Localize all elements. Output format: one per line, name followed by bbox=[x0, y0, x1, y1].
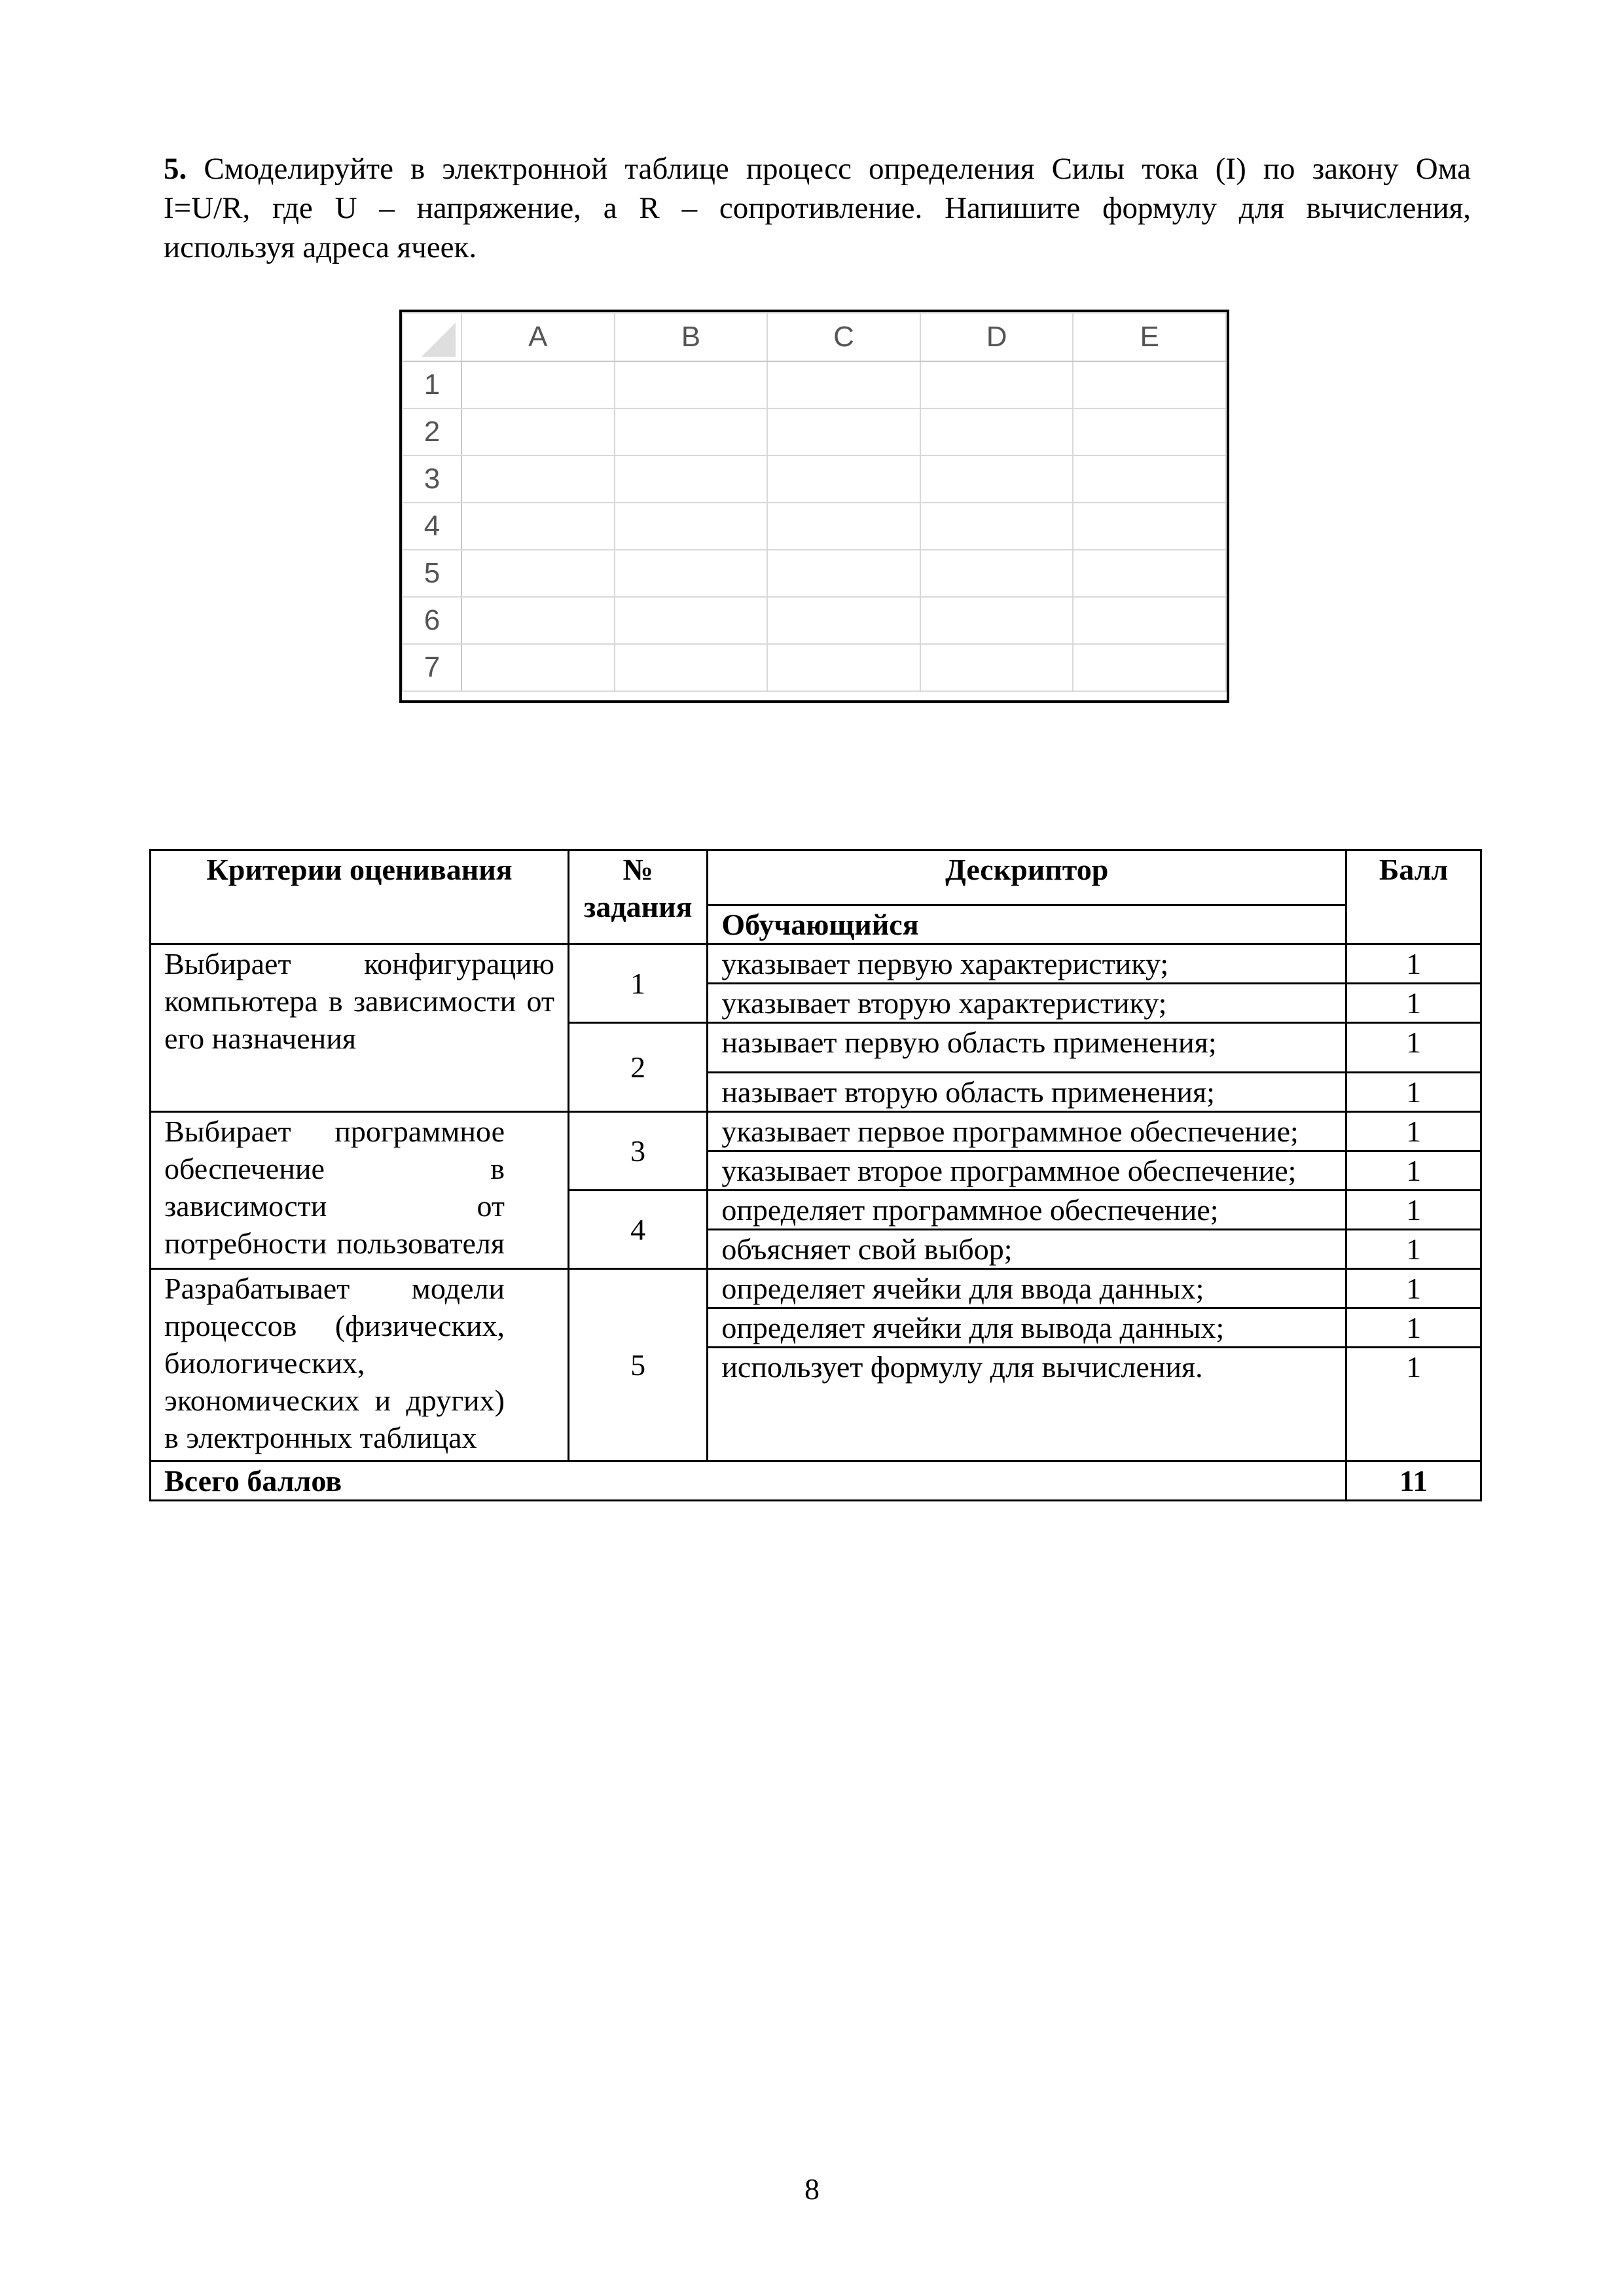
score: 1 bbox=[1346, 984, 1481, 1023]
task-number-4: 4 bbox=[569, 1191, 708, 1269]
descriptor: указывает первую характеристику; bbox=[708, 944, 1346, 984]
descriptor: определяет ячейки для ввода данных; bbox=[708, 1269, 1346, 1308]
column-header-a: A bbox=[461, 313, 615, 361]
score: 1 bbox=[1346, 1191, 1481, 1230]
row-header-5: 5 bbox=[403, 550, 461, 597]
task-line-3: используя адреса ячеек. bbox=[164, 230, 477, 264]
column-header-d: D bbox=[920, 313, 1074, 361]
header-score: Балл bbox=[1346, 850, 1481, 944]
task-number-5: 5 bbox=[569, 1269, 708, 1462]
row-header-7: 7 bbox=[403, 644, 461, 691]
total-score: 11 bbox=[1346, 1462, 1481, 1501]
row-header-6: 6 bbox=[403, 597, 461, 644]
select-all-corner bbox=[403, 313, 461, 361]
score: 1 bbox=[1346, 1348, 1481, 1462]
header-criteria: Критерии оценивания bbox=[151, 850, 569, 944]
row-header-4: 4 bbox=[403, 503, 461, 550]
descriptor: определяет ячейки для вывода данных; bbox=[708, 1308, 1346, 1348]
task-number-2: 2 bbox=[569, 1023, 708, 1112]
header-task-number: № задания bbox=[569, 850, 708, 944]
descriptor: использует формулу для вычисления. bbox=[708, 1348, 1346, 1462]
score: 1 bbox=[1346, 1230, 1481, 1269]
spreadsheet-grid bbox=[402, 312, 1227, 692]
header-learner: Обучающийся bbox=[708, 905, 1346, 944]
spreadsheet-image bbox=[399, 310, 1229, 703]
task-line-2: I=U/R, где U – напряжение, а R – сопротивление. Напишите формулу для вычисления, bbox=[164, 191, 1471, 225]
score: 1 bbox=[1346, 1112, 1481, 1151]
descriptor: определяет программное обеспечение; bbox=[708, 1191, 1346, 1230]
task-text bbox=[164, 149, 1471, 267]
task-number-3: 3 bbox=[569, 1112, 708, 1191]
criterion-2: Выбирает программное обеспечение в зависимости от потребности пользователя bbox=[151, 1112, 569, 1269]
task-number-1: 1 bbox=[569, 944, 708, 1023]
descriptor: указывает первое программное обеспечение; bbox=[708, 1112, 1346, 1151]
page-number: 8 bbox=[804, 2172, 820, 2206]
task-line-1: 5. Смоделируйте в электронной таблице процесс определения Силы тока (I) по закону Ома bbox=[164, 152, 1471, 186]
descriptor: называет первую область применения; bbox=[708, 1023, 1346, 1073]
score: 1 bbox=[1346, 1023, 1481, 1073]
total-label: Всего баллов bbox=[151, 1462, 1346, 1501]
header-descriptor: Дескриптор bbox=[708, 850, 1346, 905]
row-header-3: 3 bbox=[403, 456, 461, 503]
descriptor: объясняет свой выбор; bbox=[708, 1230, 1346, 1269]
score: 1 bbox=[1346, 1151, 1481, 1191]
score: 1 bbox=[1346, 944, 1481, 984]
row-header-1: 1 bbox=[403, 361, 461, 408]
criteria-table bbox=[149, 849, 1482, 1501]
score: 1 bbox=[1346, 1308, 1481, 1348]
descriptor: указывает вторую характеристику; bbox=[708, 984, 1346, 1023]
score: 1 bbox=[1346, 1269, 1481, 1308]
descriptor: указывает второе программное обеспечение; bbox=[708, 1151, 1346, 1191]
criterion-1: Выбирает конфигурацию компьютера в зависимости от его назначения bbox=[151, 944, 569, 1112]
criterion-3: Разрабатывает модели процессов (физических, биологических, экономических и других) в электронных таблицах bbox=[151, 1269, 569, 1462]
task-number: 5. bbox=[164, 152, 187, 186]
descriptor: называет вторую область применения; bbox=[708, 1073, 1346, 1112]
column-header-e: E bbox=[1073, 313, 1226, 361]
row-header-2: 2 bbox=[403, 408, 461, 456]
column-header-c: C bbox=[767, 313, 920, 361]
column-header-b: B bbox=[615, 313, 768, 361]
score: 1 bbox=[1346, 1073, 1481, 1112]
